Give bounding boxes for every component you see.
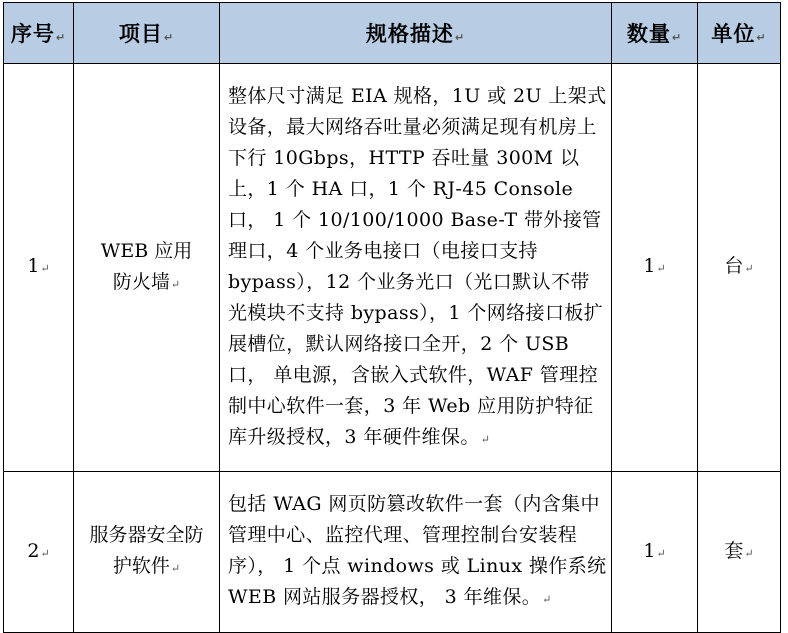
header-unit: 单位↵: [698, 3, 781, 64]
cell-qty: 1↵: [612, 472, 698, 633]
spec-table: [3, 2, 781, 633]
cell-unit: 台↵: [698, 64, 781, 472]
cell-no: 2↵: [4, 472, 74, 633]
cell-item: WEB 应用防火墙↵: [74, 64, 220, 472]
cell-spec: 整体尺寸满足 EIA 规格，1U 或 2U 上架式设备，最大网络吞吐量必须满足现有机房上下行 10Gbps，HTTP 吞吐量 300M 以上，1 个 HA 口，1 个 RJ-45 Console 口， 1 个 10/100/1000 Base-T 带外接管理口，4 个业务电接口（电接口支持 bypass），12 个业务光口（光口默认不带光模块不支持 bypass），1 个网络接口板扩展槽位，默认网络接口全开，2 个 USB 口， 单电源，含嵌入式软件，WAF 管理控制中心软件一套，3 年 Web 应用防护特征库升级授权，3 年硬件维保。↵: [220, 64, 612, 472]
cell-unit: 套↵: [698, 472, 781, 633]
table-row: [4, 64, 781, 472]
header-spec: 规格描述↵: [220, 3, 612, 64]
cell-no: 1↵: [4, 64, 74, 472]
header-no: 序号↵: [4, 3, 74, 64]
cell-qty: 1↵: [612, 64, 698, 472]
header-row: [4, 3, 781, 64]
cell-spec: 包括 WAG 网页防篡改软件一套（内含集中管理中心、监控代理、管理控制台安装程序）， 1 个点 windows 或 Linux 操作系统 WEB 网站服务器授权， 3 年维保。↵: [220, 472, 612, 633]
table-row: [4, 472, 781, 633]
header-qty: 数量↵: [612, 3, 698, 64]
header-item: 项目↵: [74, 3, 220, 64]
cell-item: 服务器安全防护软件↵: [74, 472, 220, 633]
